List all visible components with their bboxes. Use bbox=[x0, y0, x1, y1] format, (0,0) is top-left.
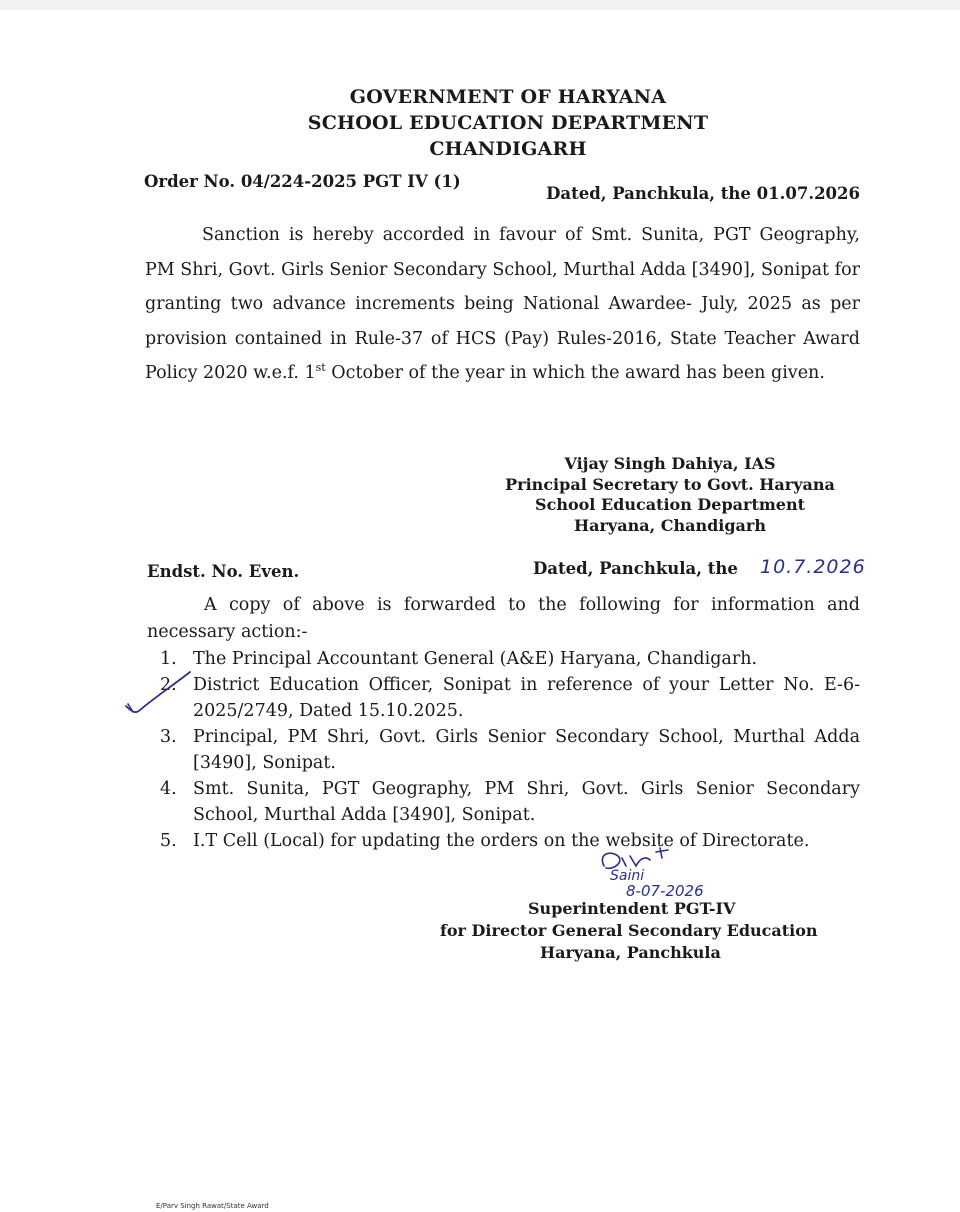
signatory-title: Principal Secretary to Govt. Haryana bbox=[505, 474, 835, 494]
handwritten-date: 10.7.2026 bbox=[760, 556, 866, 578]
list-item-text: The Principal Accountant General (A&E) Haryana, Chandigarh. bbox=[193, 649, 758, 669]
signatory-place: Haryana, Chandigarh bbox=[574, 515, 766, 535]
letterhead bbox=[0, 84, 960, 162]
list-item-number: 2. bbox=[160, 675, 177, 695]
list-item-number: 4. bbox=[160, 779, 177, 799]
list-item bbox=[148, 776, 860, 828]
sanction-text: Sanction is hereby accorded in favour of Smt. Sunita, PGT Geography, PM Shri, Govt. Girls Senior Secondary School, Murthal Adda [3490], Sonipat for granting two advance increments being National Awardee- July, 2025 as per provision contained in Rule-37 of HCS (Pay) Rules-2016, State Teacher Award Policy 2020 w.e.f. 1 bbox=[145, 225, 860, 383]
list-item-text: Smt. Sunita, PGT Geography, PM Shri, Govt. Girls Senior Secondary School, Murthal Adda [3490], Sonipat. bbox=[193, 779, 860, 825]
distribution-list bbox=[148, 646, 860, 854]
list-item-number: 3. bbox=[160, 727, 177, 747]
letterhead-department: SCHOOL EDUCATION DEPARTMENT bbox=[307, 112, 709, 134]
sanction-text-end: October of the year in which the award has been given. bbox=[325, 363, 825, 383]
initials-date: 8-07-2026 bbox=[626, 882, 704, 900]
top-border-strip bbox=[0, 0, 960, 10]
endorsement-date-label: Dated, Panchkula, the bbox=[533, 559, 738, 578]
handwritten-initials bbox=[596, 846, 796, 902]
order-number: Order No. 04/224-2025 PGT IV (1) bbox=[144, 172, 461, 191]
order-date: Dated, Panchkula, the 01.07.2026 bbox=[546, 184, 860, 203]
copy-forward-intro: A copy of above is forwarded to the following for information and necessary action:- bbox=[147, 595, 860, 642]
list-item-text: Principal, PM Shri, Govt. Girls Senior Secondary School, Murthal Adda [3490], Sonipat. bbox=[193, 727, 860, 773]
list-item bbox=[148, 646, 860, 672]
signature-block-principal-secretary bbox=[470, 454, 870, 536]
signatory-department: School Education Department bbox=[535, 495, 805, 514]
list-item-number: 1. bbox=[160, 649, 177, 669]
endorsement-number: Endst. No. Even. bbox=[147, 562, 300, 581]
endorsement-line bbox=[147, 559, 860, 586]
letterhead-government: GOVERNMENT OF HARYANA bbox=[349, 86, 667, 108]
ordinal-suffix: st bbox=[315, 361, 326, 374]
signature-block-superintendent bbox=[440, 898, 840, 964]
initials-name: Saini bbox=[610, 868, 645, 884]
letterhead-city: CHANDIGARH bbox=[429, 138, 587, 160]
handwritten-tick-mark bbox=[124, 668, 194, 718]
list-item-text: District Education Officer, Sonipat in reference of your Letter No. E-6-2025/2749, Dated 15.10.2025. bbox=[193, 675, 860, 721]
superintendent-place: Haryana, Panchkula bbox=[540, 943, 721, 962]
list-item-text: I.T Cell (Local) for updating the orders on the website of Directorate. bbox=[193, 831, 810, 851]
list-item bbox=[148, 724, 860, 776]
signatory-name: Vijay Singh Dahiya, IAS bbox=[564, 454, 776, 473]
superintendent-title: Superintendent PGT-IV bbox=[528, 899, 736, 918]
list-item-number: 5. bbox=[160, 831, 177, 851]
superintendent-for-line: for Director General Secondary Education bbox=[440, 921, 818, 940]
file-reference-note: E/Parv Singh Rawat/State Award bbox=[156, 1202, 269, 1210]
list-item bbox=[148, 672, 860, 724]
order-line bbox=[144, 172, 860, 203]
sanction-paragraph bbox=[145, 218, 860, 391]
